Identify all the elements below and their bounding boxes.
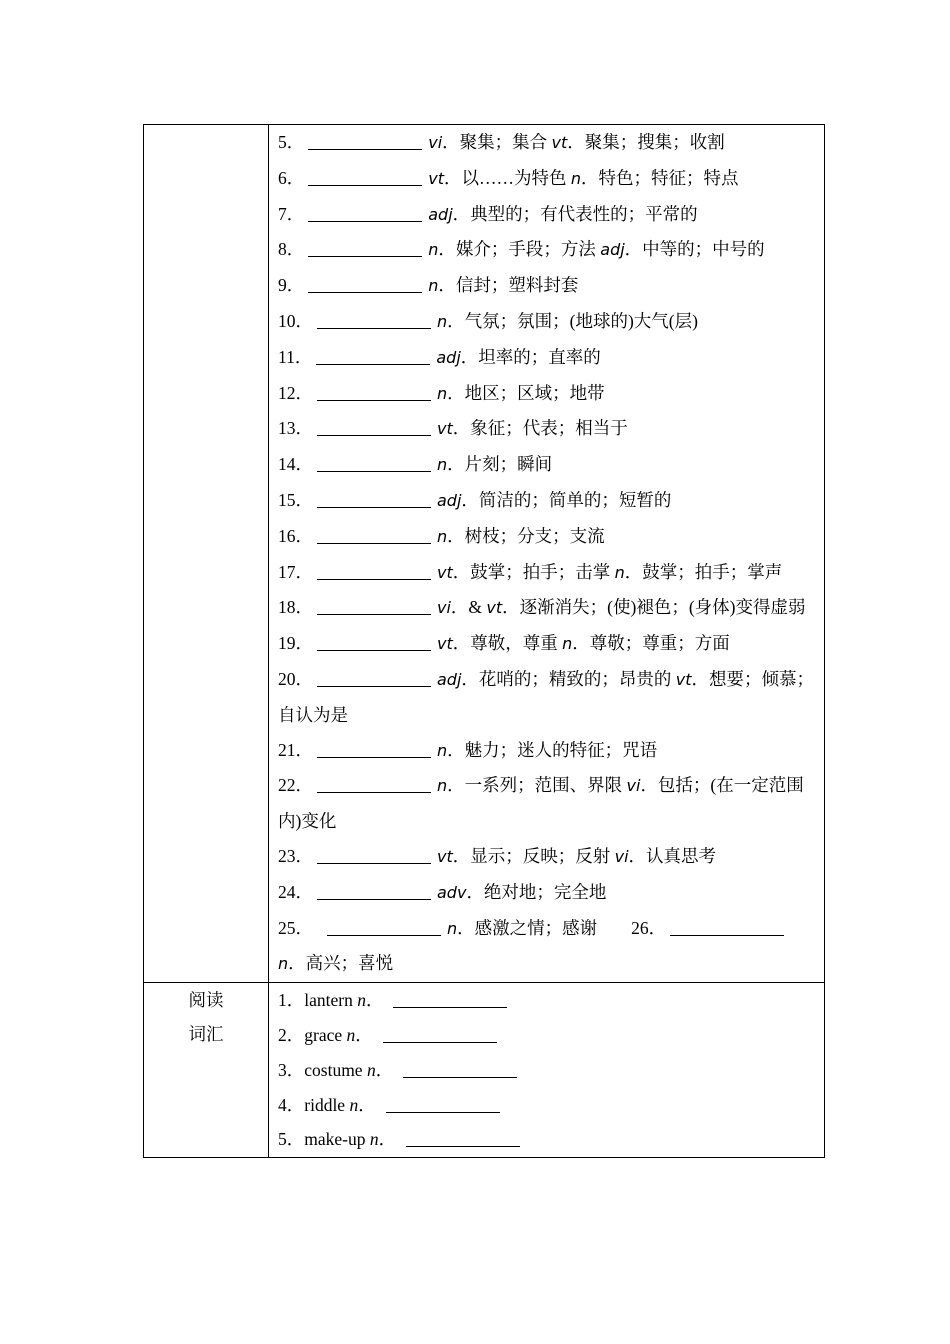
part-of-speech: adv — [437, 882, 467, 902]
item-number: 4． — [278, 1094, 305, 1115]
vocab-content-cell — [269, 125, 825, 983]
reading-row — [144, 983, 825, 1158]
answer-blank[interactable] — [308, 203, 422, 222]
item-number: 18． — [278, 597, 313, 618]
list-item: 3．costume n． — [278, 1053, 816, 1088]
item-number: 7． — [278, 203, 305, 224]
answer-blank[interactable] — [317, 774, 431, 793]
item-number: 5． — [278, 1129, 305, 1150]
vocab-label-cell — [144, 125, 269, 983]
part-of-speech: n — [428, 276, 439, 296]
answer-blank[interactable] — [317, 739, 431, 758]
part-of-speech: vt — [486, 598, 503, 618]
definition: ．鼓掌；拍手；击掌 — [452, 561, 615, 582]
part-of-speech: vt — [437, 419, 453, 439]
item-number: 5． — [278, 132, 305, 152]
definition: ．花哨的；精致的；昂贵的 — [461, 668, 676, 689]
answer-blank[interactable] — [393, 989, 507, 1008]
answer-blank[interactable] — [317, 382, 431, 401]
part-of-speech: vi — [437, 598, 451, 618]
item-number: 23． — [278, 845, 313, 866]
english-word: costume — [304, 1059, 367, 1080]
definition: ．树枝；分支；支流 — [447, 525, 605, 546]
part-of-speech: n — [437, 740, 448, 760]
answer-blank[interactable] — [308, 167, 422, 186]
item-number: 10． — [278, 310, 313, 331]
answer-blank[interactable] — [317, 632, 431, 651]
answer-blank[interactable] — [317, 489, 431, 508]
part-of-speech: n — [437, 311, 448, 331]
list-item — [278, 483, 816, 519]
definition: ．显示；反映；反射 — [452, 845, 615, 866]
list-item: 4．riddle n． — [278, 1088, 816, 1123]
part-of-speech: vi — [626, 776, 641, 796]
definition: ．尊敬；尊重；方面 — [572, 633, 730, 654]
definition: ．特色；特征；特点 — [581, 167, 739, 188]
part-of-speech: n — [447, 918, 458, 938]
part-of-speech: n — [437, 383, 448, 403]
list-item — [278, 875, 816, 911]
list-item — [278, 447, 816, 483]
answer-blank[interactable] — [308, 274, 422, 293]
english-word: lantern — [304, 990, 358, 1011]
item-number: 16． — [278, 525, 313, 546]
answer-blank[interactable] — [317, 310, 431, 329]
answer-blank[interactable] — [316, 346, 430, 365]
list-item — [278, 590, 816, 626]
definition: ．尊敬，尊重 — [452, 633, 563, 654]
definition: ．高兴；喜悦 — [288, 953, 394, 974]
list-item: 5．make-up n． — [278, 1122, 816, 1157]
english-word: make-up — [304, 1129, 370, 1150]
part-of-speech: n — [437, 776, 448, 796]
list-item — [278, 626, 816, 662]
part-of-speech: n — [346, 1024, 356, 1045]
list-item — [278, 519, 816, 555]
item-number: 14． — [278, 454, 313, 475]
item-number: 13． — [278, 418, 313, 439]
definition: ．逐渐消失；(使)褪色；(身体)变得虚弱 — [502, 597, 806, 618]
definition: ．认真思考 — [628, 845, 717, 866]
answer-blank[interactable] — [308, 131, 422, 150]
list-item — [278, 376, 816, 412]
part-of-speech: vt — [675, 669, 692, 689]
list-item — [278, 662, 816, 733]
answer-blank[interactable] — [317, 561, 431, 580]
list-item: 2．grace n． — [278, 1018, 816, 1053]
definition: ．包括；(在一定范围内)变化 — [278, 775, 804, 832]
section-label: 词汇 — [188, 1024, 224, 1045]
part-of-speech: n — [437, 526, 448, 546]
part-of-speech: vt — [437, 562, 453, 582]
list-item — [278, 197, 816, 233]
item-number: 24． — [278, 881, 313, 902]
list-item — [278, 232, 816, 268]
definition: ．信封；塑料封套 — [438, 275, 579, 296]
answer-blank[interactable] — [317, 453, 431, 472]
list-item: 1．lantern n． — [278, 983, 816, 1018]
answer-blank[interactable] — [317, 417, 431, 436]
definition: ．片刻；瞬间 — [447, 454, 553, 475]
definition: ．& — [450, 597, 487, 618]
answer-blank[interactable] — [317, 845, 431, 864]
vocab-row — [144, 125, 825, 983]
part-of-speech: vt — [428, 168, 444, 188]
answer-blank[interactable] — [670, 917, 784, 936]
list-item — [278, 839, 816, 875]
list-item — [278, 555, 816, 591]
list-item — [278, 161, 816, 197]
part-of-speech: n — [366, 1059, 376, 1080]
item-number: 15． — [278, 489, 313, 510]
part-of-speech: n — [278, 954, 289, 974]
item-number: 1． — [278, 990, 305, 1011]
item-number: 20． — [278, 668, 313, 689]
part-of-speech: adj — [437, 669, 462, 689]
part-of-speech: n — [357, 990, 366, 1011]
part-of-speech: adj — [437, 490, 462, 510]
list-item — [278, 125, 816, 161]
definition: ．地区；区域；地带 — [447, 382, 605, 403]
part-of-speech: vt — [437, 846, 453, 866]
definition: ．想要；倾慕；自认为是 — [278, 668, 815, 725]
item-number: 19． — [278, 633, 313, 654]
part-of-speech: n — [562, 634, 573, 654]
definition: ．感激之情；感谢 — [457, 917, 598, 938]
definition: ．典型的；有代表性的；平常的 — [452, 203, 698, 224]
item-number: 12． — [278, 382, 313, 403]
english-word: grace — [304, 1024, 347, 1045]
definition: ．聚集；搜集；收割 — [567, 132, 725, 152]
vocabulary-table — [143, 124, 825, 1158]
definition: ．媒介；手段；方法 — [438, 239, 601, 260]
list-item — [278, 268, 816, 304]
item-number: 8． — [278, 239, 305, 260]
list-item — [278, 304, 816, 340]
list-item — [278, 411, 816, 447]
part-of-speech: vi — [428, 133, 443, 152]
item-number: 9． — [278, 275, 305, 296]
item-number: 22． — [278, 775, 313, 796]
part-of-speech: adj — [436, 347, 461, 367]
answer-blank[interactable] — [383, 1024, 497, 1043]
list-item — [278, 911, 816, 983]
item-number: 17． — [278, 561, 313, 582]
part-of-speech: n — [369, 1129, 379, 1150]
definition: ．简洁的；简单的；短暂的 — [461, 489, 672, 510]
definition: ．一系列；范围、界限 — [447, 775, 627, 796]
answer-blank[interactable] — [317, 668, 431, 687]
reading-content-cell — [269, 983, 825, 1158]
definition: ．以……为特色 — [444, 167, 571, 188]
definition: ．气氛；氛围；(地球的)大气(层) — [447, 310, 698, 331]
definition: ．坦率的；直率的 — [460, 346, 601, 367]
list-item — [278, 768, 816, 839]
part-of-speech: n — [570, 168, 582, 188]
list-item — [278, 733, 816, 769]
definition: ．象征；代表；相当于 — [452, 418, 628, 439]
definition: ．聚集；集合 — [442, 132, 552, 152]
part-of-speech: n — [349, 1094, 359, 1115]
item-number: 25． — [278, 917, 313, 938]
part-of-speech: n — [437, 455, 448, 475]
section-label: 阅读 — [188, 990, 224, 1011]
answer-blank[interactable] — [317, 525, 431, 544]
part-of-speech: n — [614, 562, 625, 582]
part-of-speech: vt — [551, 133, 568, 152]
english-word: riddle — [304, 1094, 350, 1115]
part-of-speech: vt — [437, 634, 453, 654]
item-number: 6． — [278, 167, 305, 188]
definition: ．鼓掌；拍手；掌声 — [624, 561, 783, 582]
answer-blank[interactable] — [403, 1059, 517, 1078]
part-of-speech: n — [428, 240, 439, 260]
part-of-speech: adj — [428, 204, 453, 224]
part-of-speech: adj — [600, 240, 625, 260]
answer-blank[interactable] — [406, 1128, 520, 1147]
item-number: 3． — [278, 1059, 305, 1080]
definition: ．绝对地；完全地 — [466, 881, 607, 902]
answer-blank[interactable] — [327, 917, 441, 936]
item-number: 21． — [278, 739, 313, 760]
answer-blank[interactable] — [308, 238, 422, 257]
definition: ．中等的；中号的 — [624, 239, 765, 260]
list-item — [278, 340, 816, 376]
item-number: 2． — [278, 1024, 305, 1045]
part-of-speech: vi — [614, 846, 629, 866]
answer-blank[interactable] — [317, 596, 431, 615]
item-number: 11． — [278, 346, 313, 367]
item-number: 26． — [631, 917, 667, 938]
answer-blank[interactable] — [386, 1094, 500, 1113]
definition: ．魅力；迷人的特征；咒语 — [447, 739, 658, 760]
answer-blank[interactable] — [317, 881, 431, 900]
reading-label-cell — [144, 983, 269, 1158]
